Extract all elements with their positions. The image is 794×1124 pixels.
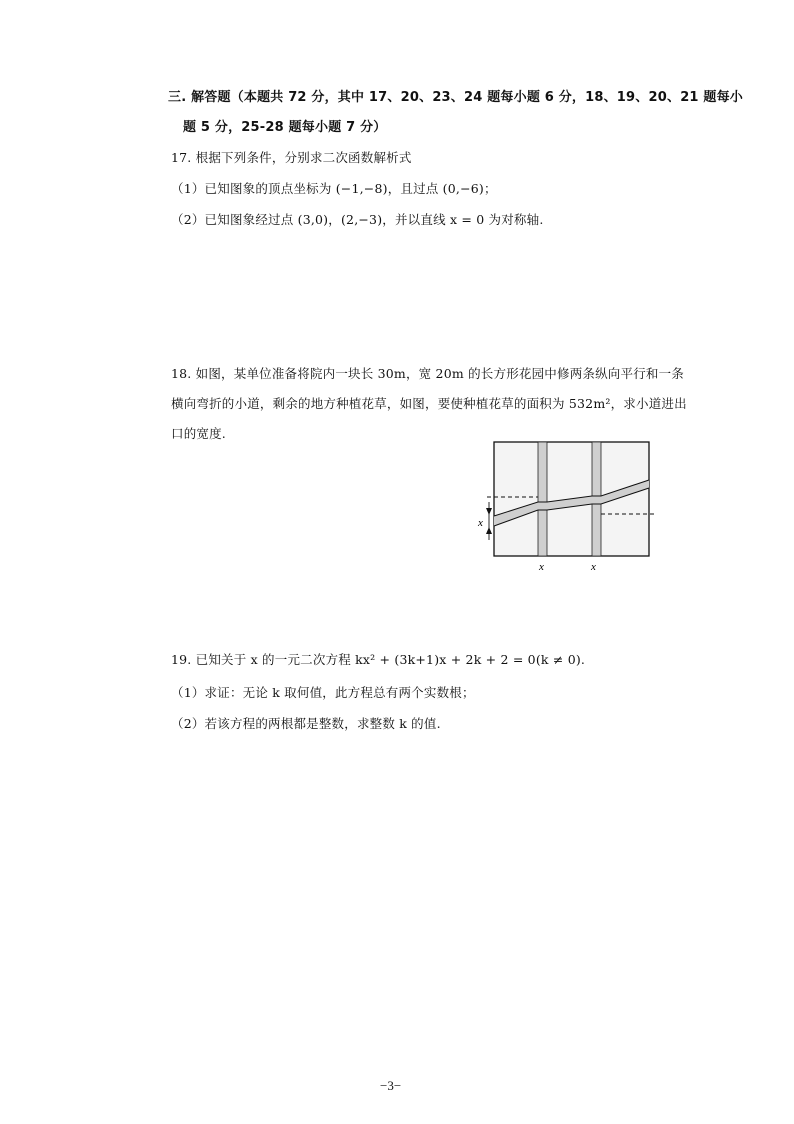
- arrow-head-down: [486, 508, 492, 515]
- q17-stem: 17. 根据下列条件，分别求二次函数解析式: [171, 150, 412, 165]
- section-header-line1: 三. 解答题（本题共 72 分，其中 17、20、23、24 题每小题 6 分，18、19、20、21 题每小: [168, 90, 744, 105]
- width-label-bottom-2: x: [591, 561, 596, 573]
- q19-part2: （2）若该方程的两根都是整数，求整数 k 的值.: [171, 716, 441, 731]
- q17-part2: （2）已知图象经过点 (3,0)，(2,−3)，并以直线 x = 0 为对称轴.: [171, 212, 544, 227]
- q19-stem: 19. 已知关于 x 的一元二次方程 kx² + (3k+1)x + 2k + 2 = 0(k ≠ 0).: [171, 652, 586, 667]
- section-header-line2: 题 5 分，25-28 题每小题 7 分）: [183, 120, 387, 135]
- vertical-path-1: [538, 442, 547, 556]
- garden-path-figure: [474, 436, 664, 576]
- width-label-left: x: [478, 517, 483, 529]
- q18-line1: 18. 如图，某单位准备将院内一块长 30m，宽 20m 的长方形花园中修两条纵向平行和一条: [171, 366, 684, 381]
- width-label-bottom-1: x: [539, 561, 544, 573]
- page-number: −3−: [380, 1078, 402, 1093]
- q18-line2: 横向弯折的小道，剩余的地方种植花草，如图，要使种植花草的面积为 532m²，求小道进出: [171, 396, 687, 411]
- q17-part1: （1）已知图象的顶点坐标为 (−1,−8)，且过点 (0,−6)；: [171, 181, 497, 196]
- q18-line3: 口的宽度.: [171, 426, 226, 441]
- q19-part1: （1）求证：无论 k 取何值，此方程总有两个实数根；: [171, 685, 475, 700]
- arrow-head-up: [486, 527, 492, 534]
